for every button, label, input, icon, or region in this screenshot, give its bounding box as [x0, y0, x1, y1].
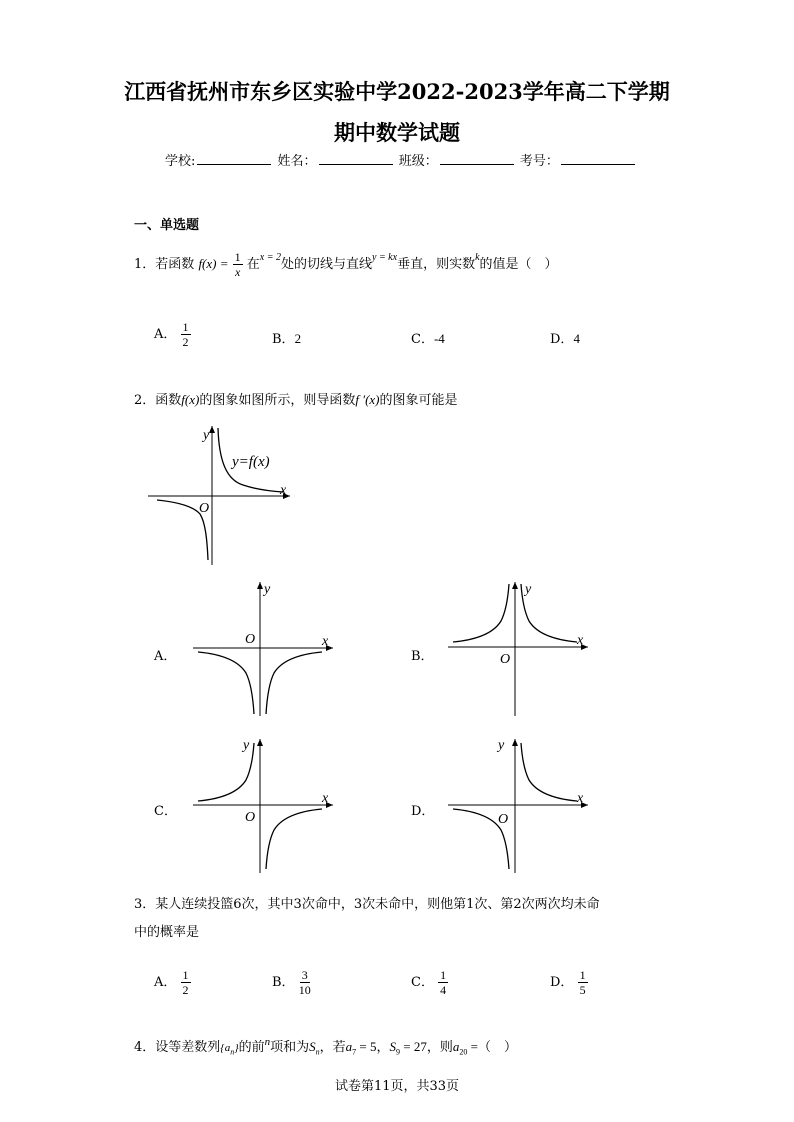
y-axis-label: y [203, 428, 210, 443]
option-label: C． [411, 332, 434, 347]
y-axis-arrow [257, 582, 263, 589]
math-n: n [264, 1036, 271, 1048]
question-text: ，则 [426, 1040, 453, 1055]
question-3-line-2: 中的概率是 [134, 925, 200, 940]
option-label: B． [272, 332, 295, 347]
main-function-graph [145, 422, 295, 567]
question-text: 项和为 [270, 1040, 310, 1055]
class-blank [440, 152, 514, 165]
denominator: 2 [182, 335, 189, 349]
page-footer: 试卷第11页，共33页 [334, 1079, 460, 1094]
y-axis-arrow [512, 739, 518, 746]
math-value: =（ ） [467, 1039, 517, 1054]
y-axis-arrow [257, 739, 263, 746]
question-text: 某人连续投篮6次，其中3次命中，3次未命中，则他第1次、第2次两次均未命 [155, 897, 600, 912]
student-info-line [165, 150, 637, 169]
math-S: S [309, 1039, 316, 1054]
school-label: 学校: [165, 154, 196, 169]
curve-right-branch [521, 743, 577, 801]
y-axis-label: y [264, 582, 271, 597]
q2-option-b-label[interactable]: B． [411, 649, 434, 664]
school-blank [197, 152, 271, 165]
q3-option-c[interactable] [411, 968, 448, 997]
math-sub: n [230, 1047, 235, 1057]
curve-left-branch [453, 584, 509, 642]
fraction [181, 968, 191, 997]
math-sub: n [315, 1047, 320, 1057]
y-axis-label: y [525, 582, 532, 597]
name-label: 姓名： [277, 154, 317, 169]
q3-option-b[interactable] [272, 968, 311, 997]
x-axis-label: x [577, 633, 584, 648]
q2-option-d-graph[interactable] [445, 735, 595, 875]
option-label: B． [272, 975, 295, 990]
q2-option-b-graph[interactable] [445, 578, 595, 718]
q3-option-d[interactable] [550, 968, 588, 997]
denominator: 5 [579, 983, 586, 997]
q1-option-d[interactable] [550, 328, 580, 347]
question-text: ， [376, 1040, 390, 1055]
q1-option-b[interactable] [272, 328, 301, 347]
denominator: 10 [298, 983, 311, 997]
question-text: 的前 [238, 1040, 265, 1055]
numerator: 1 [182, 968, 189, 982]
question-text: 的值是（ ） [479, 257, 558, 272]
option-value: -4 [433, 331, 445, 346]
y-axis-label: y [243, 738, 250, 753]
fraction [438, 968, 448, 997]
class-label: 班级： [398, 154, 438, 169]
question-text: ，若 [319, 1040, 346, 1055]
y-axis-label: y [498, 738, 505, 753]
y-axis-arrow [209, 426, 215, 433]
x-axis-label: x [577, 791, 584, 806]
numerator: 3 [301, 968, 308, 982]
curve-right-branch [266, 809, 322, 869]
option-label: D． [550, 332, 574, 347]
question-text: 在 [246, 257, 260, 272]
curve-label: y=f(x) [232, 454, 270, 470]
denominator: 4 [440, 983, 447, 997]
x-axis-label: x [322, 634, 329, 649]
math-a7: a [345, 1039, 353, 1054]
q1-option-a[interactable] [154, 320, 191, 349]
question-number: 2． [134, 393, 156, 408]
y-axis-arrow [512, 582, 518, 589]
option-value: 4 [573, 331, 580, 346]
fraction [578, 968, 588, 997]
option-label: C． [411, 975, 434, 990]
numerator: 1 [440, 968, 447, 982]
denominator: 2 [182, 983, 189, 997]
q1-option-c[interactable] [411, 328, 445, 347]
question-2 [134, 389, 458, 408]
question-text: 的图象可能是 [379, 393, 458, 408]
question-1 [134, 250, 558, 279]
title-line-2: 期中数学试题 [334, 120, 460, 145]
origin-label: O [500, 652, 511, 667]
question-text: 函数 [155, 393, 182, 408]
option-label: A． [154, 327, 177, 342]
math-y-eq-kx: y = kx [372, 252, 398, 263]
option-label: A． [154, 975, 177, 990]
q2-option-d-label[interactable]: D． [411, 804, 435, 819]
origin-label: O [498, 812, 509, 827]
math-value: = 27 [400, 1039, 427, 1054]
numerator: 1 [579, 968, 586, 982]
exam-no-label: 考号： [519, 154, 559, 169]
math-sub: 9 [396, 1047, 401, 1057]
x-axis-label: x [280, 483, 287, 498]
title-line-1: 江西省抚州市东乡区实验中学2022-2023学年高二下学期 [124, 79, 670, 104]
question-number: 1． [134, 257, 156, 272]
q3-option-a[interactable] [154, 968, 191, 997]
option-label: D． [550, 975, 574, 990]
question-text: 的图象如图所示，则导函数 [199, 393, 356, 408]
question-number: 3． [134, 897, 156, 912]
math-a20: a [452, 1039, 460, 1054]
math-value: = 5 [356, 1039, 377, 1054]
numerator: 1 [182, 320, 189, 334]
math-sub: 7 [352, 1047, 357, 1057]
curve-right-branch [266, 652, 322, 714]
q2-option-a-graph[interactable] [190, 578, 340, 718]
math-seq: {a [220, 1042, 231, 1054]
origin-label: O [245, 810, 256, 825]
origin-label: O [199, 501, 210, 516]
origin-label: O [245, 632, 256, 647]
math-fx: f(x) = [198, 256, 229, 271]
option-value: 2 [294, 331, 302, 346]
fraction [299, 968, 311, 997]
q2-option-a-label[interactable]: A． [154, 649, 177, 664]
q2-option-c-graph[interactable] [190, 735, 340, 875]
exam-no-blank [561, 152, 635, 165]
section-heading: 一、单选题 [134, 218, 200, 233]
math-sub: 20 [459, 1047, 468, 1057]
x-axis-label: x [322, 791, 329, 806]
denominator: x [234, 265, 241, 279]
math-x-eq-2: x = 2 [259, 252, 281, 263]
fraction [181, 320, 191, 349]
math-k: k [475, 252, 480, 263]
question-3 [134, 893, 600, 912]
math-seq-end: } [234, 1042, 239, 1054]
curve-left-branch [198, 652, 254, 714]
name-blank [319, 152, 393, 165]
question-text: 处的切线与直线 [280, 257, 372, 272]
question-text: 设等差数列 [155, 1040, 221, 1055]
math-fprime-x: f ′(x) [355, 392, 380, 407]
question-4 [134, 1036, 517, 1057]
math-fx: f(x) [181, 392, 200, 407]
fraction [233, 250, 243, 279]
question-text: 垂直，则实数 [397, 257, 476, 272]
question-number: 4． [134, 1040, 156, 1055]
q2-option-c-label[interactable]: C． [154, 804, 177, 819]
math-S9: S [389, 1039, 397, 1054]
numerator: 1 [234, 250, 241, 264]
question-text: 若函数 [155, 257, 195, 272]
